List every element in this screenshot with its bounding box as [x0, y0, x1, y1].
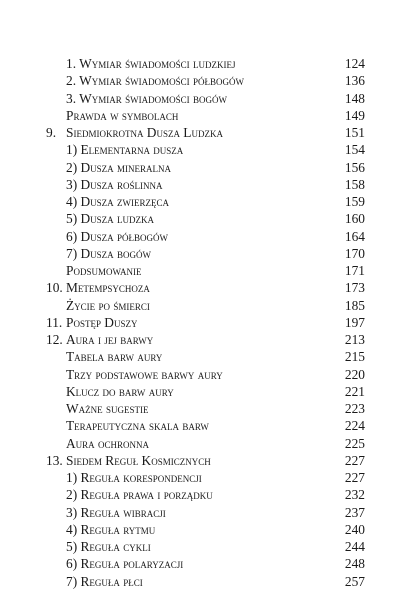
toc-chapter [0, 279, 416, 296]
toc-entry-title: 5) Dusza ludzka [66, 211, 155, 227]
toc-entry [0, 486, 416, 503]
toc-entry-title: 3. Wymiar świadomości bogów [66, 90, 227, 106]
toc-chapter-page: 213 [344, 332, 365, 347]
toc-entry-title: Trzy podstawowe barwy aury [66, 366, 223, 382]
toc-entry-title: 4) Reguła rytmu [66, 521, 156, 537]
toc-entry-page: 158 [344, 176, 365, 192]
toc-entry [0, 193, 416, 210]
toc-entry-page: 223 [344, 401, 365, 416]
toc-entry-page: 244 [344, 539, 365, 554]
toc-entry [0, 383, 416, 400]
toc-entry [0, 555, 416, 572]
toc-entry-title: 2) Reguła prawa i porządku [66, 487, 213, 503]
toc-entry-page: 240 [344, 521, 365, 537]
toc-chapter [0, 452, 416, 469]
toc-entry-title: Aura ochronna [66, 435, 150, 451]
toc-chapter-page: 197 [344, 314, 365, 330]
toc-chapter-title: Metempsychoza [66, 280, 150, 296]
toc-chapter-number: 9. [46, 125, 57, 140]
toc-chapter [0, 124, 416, 141]
toc-entry-title: 4) Dusza zwierzęca [66, 194, 170, 209]
toc-entry-page: 149 [344, 107, 365, 123]
toc-entry [0, 521, 416, 538]
toc-chapter-number: 10. [46, 280, 63, 296]
toc-entry-title: Terapeutyczna skala barw [66, 418, 209, 434]
toc-entry-page: 171 [344, 263, 365, 278]
toc-chapter [0, 314, 416, 331]
toc-entry-page: 156 [344, 159, 365, 175]
toc-entry [0, 504, 416, 521]
toc-entry-title: 3) Dusza roślinna [66, 176, 163, 192]
toc-chapter [0, 331, 416, 348]
toc-entry-page: 170 [344, 245, 365, 261]
toc-entry-title: 1) Elementarna dusza [66, 142, 184, 158]
toc-entry [0, 72, 416, 89]
toc-entry-title: 2) Dusza mineralna [66, 159, 172, 175]
toc-entry [0, 366, 416, 383]
toc-entry [0, 469, 416, 486]
toc-entry-page: 154 [344, 142, 365, 158]
toc-entry-page: 224 [344, 418, 365, 434]
toc-chapter-page: 151 [344, 125, 365, 140]
table-of-contents [0, 55, 416, 590]
toc-entry [0, 107, 416, 124]
toc-entry [0, 210, 416, 227]
toc-chapter-title: Siedem Reguł Kosmicznych [66, 452, 211, 468]
toc-entry-title: 6) Reguła polaryzacji [66, 556, 184, 572]
toc-entry [0, 417, 416, 434]
toc-chapter-title: Postęp Duszy [66, 314, 138, 330]
toc-entry-title: Tabela barw aury [66, 349, 163, 365]
toc-entry-page: 221 [344, 383, 365, 399]
toc-entry-title: 6) Dusza półbogów [66, 228, 169, 244]
toc-entry-page: 164 [344, 228, 365, 244]
toc-chapter-page: 227 [344, 452, 365, 468]
toc-entry-page: 257 [344, 573, 365, 589]
toc-entry-title: Życie po śmierci [66, 297, 150, 313]
toc-entry-page: 160 [344, 211, 365, 227]
toc-entry [0, 55, 416, 72]
toc-entry [0, 141, 416, 158]
toc-chapter-number: 13. [46, 452, 63, 468]
toc-entry-title: 7) Reguła płci [66, 573, 143, 589]
toc-entry-page: 225 [344, 435, 365, 451]
toc-entry-page: 148 [344, 90, 365, 106]
toc-entry [0, 538, 416, 555]
toc-entry-page: 215 [344, 349, 365, 365]
toc-entry-page: 227 [344, 470, 365, 485]
toc-chapter-title: Aura i jej barwy [66, 332, 154, 347]
toc-entry [0, 90, 416, 107]
toc-entry-title: 1. Wymiar świadomości ludzkiej [66, 56, 236, 71]
toc-entry-title: 5) Reguła cykli [66, 539, 151, 554]
toc-entry-page: 220 [344, 366, 365, 382]
toc-chapter-number: 11. [46, 314, 63, 330]
toc-entry-title: Prawda w symbolach [66, 107, 179, 123]
toc-entry-title: 1) Reguła korespondencji [66, 470, 202, 485]
toc-entry-page: 232 [344, 487, 365, 503]
toc-entry-title: Podsumowanie [66, 263, 142, 278]
toc-entry-page: 237 [344, 504, 365, 520]
toc-chapter-title: Siedmiokrotna Dusza Ludzka [66, 125, 223, 140]
toc-entry-title: 2. Wymiar świadomości półbogów [66, 73, 244, 89]
toc-entry [0, 176, 416, 193]
toc-chapter-number: 12. [46, 332, 63, 347]
toc-entry-title: 3) Reguła wibracji [66, 504, 166, 520]
toc-entry-title: Ważne sugestie [66, 401, 149, 416]
toc-entry-page: 136 [344, 73, 365, 89]
toc-entry-page: 248 [344, 556, 365, 572]
toc-entry-title: 7) Dusza bogów [66, 245, 152, 261]
toc-entry [0, 297, 416, 314]
toc-entry [0, 400, 416, 417]
toc-entry [0, 159, 416, 176]
toc-entry [0, 245, 416, 262]
toc-entry-page: 124 [344, 56, 365, 71]
toc-entry [0, 228, 416, 245]
toc-entry-page: 159 [344, 194, 365, 209]
toc-entry-page: 185 [344, 297, 365, 313]
toc-entry [0, 262, 416, 279]
toc-entry [0, 573, 416, 590]
toc-chapter-page: 173 [344, 280, 365, 296]
toc-entry [0, 435, 416, 452]
toc-entry-title: Klucz do barw aury [66, 383, 174, 399]
toc-entry [0, 348, 416, 365]
